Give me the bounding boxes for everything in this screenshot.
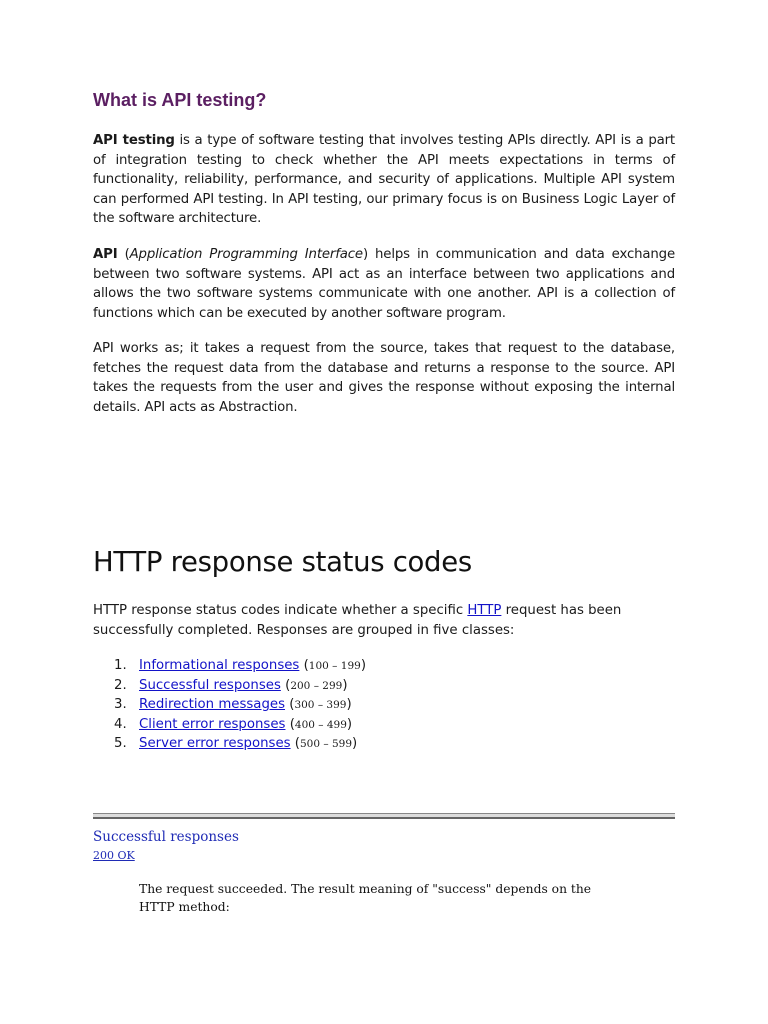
list-item: 2. Successful responses (200 – 299) — [114, 677, 348, 693]
list-item: 1. Informational responses (100 – 199) — [114, 658, 367, 673]
api-testing-term: API testing — [93, 133, 175, 148]
server-error-responses-link[interactable]: Server error responses — [139, 736, 291, 752]
successful-responses-heading: Successful responses — [93, 829, 239, 845]
list-item: 4. Client error responses (400 – 499) — [114, 716, 353, 732]
http-link[interactable]: HTTP — [467, 603, 502, 618]
api-works-paragraph: API works as; it takes a request from the source, takes that request to the database, fetches the request data from the database and returns a response to the source. API takes the requests from the user and gives the response without exposing the internal details. API acts as Abstraction. — [93, 341, 675, 415]
redirection-messages-link[interactable]: Redirection messages — [139, 697, 286, 713]
list-item: 5. Server error responses (500 – 599) — [114, 736, 358, 752]
status-class-list — [93, 656, 366, 754]
informational-responses-link[interactable]: Informational responses — [139, 658, 300, 673]
status-200-description: The request succeeded. The result meaning of "success" depends on the HTTP method: — [139, 882, 592, 914]
http-intro-paragraph: HTTP response status codes indicate whether a specific HTTP request has been successfully completed. Responses are grouped in five classes: — [93, 603, 622, 638]
successful-responses-link[interactable]: Successful responses — [139, 677, 281, 693]
api-definition-paragraph: API (Application Programming Interface) helps in communication and data exchange between two software systems. API act as an interface between two applications and allows the two software systems communicate with one another. API is a collection of functions which can be executed by another software program. — [93, 247, 675, 321]
api-expansion: Application Programming Interface — [129, 247, 363, 262]
status-200-ok-link[interactable]: 200 OK — [93, 849, 135, 862]
api-testing-heading: What is API testing? — [93, 90, 267, 110]
api-testing-paragraph: API testing is a type of software testing that involves testing APIs directly. API is a part of integration testing to check whether the API meets expectations in terms of functionality, reliability, performance, and security of applications. Multiple API system can performed API testing. In API testing, our primary focus is on Business Logic Layer of the software architecture. — [93, 133, 675, 226]
horizontal-divider — [93, 813, 675, 819]
api-term: API — [93, 247, 118, 262]
http-status-heading: HTTP response status codes — [93, 546, 472, 578]
list-item: 3. Redirection messages (300 – 399) — [114, 697, 352, 713]
client-error-responses-link[interactable]: Client error responses — [139, 716, 286, 732]
